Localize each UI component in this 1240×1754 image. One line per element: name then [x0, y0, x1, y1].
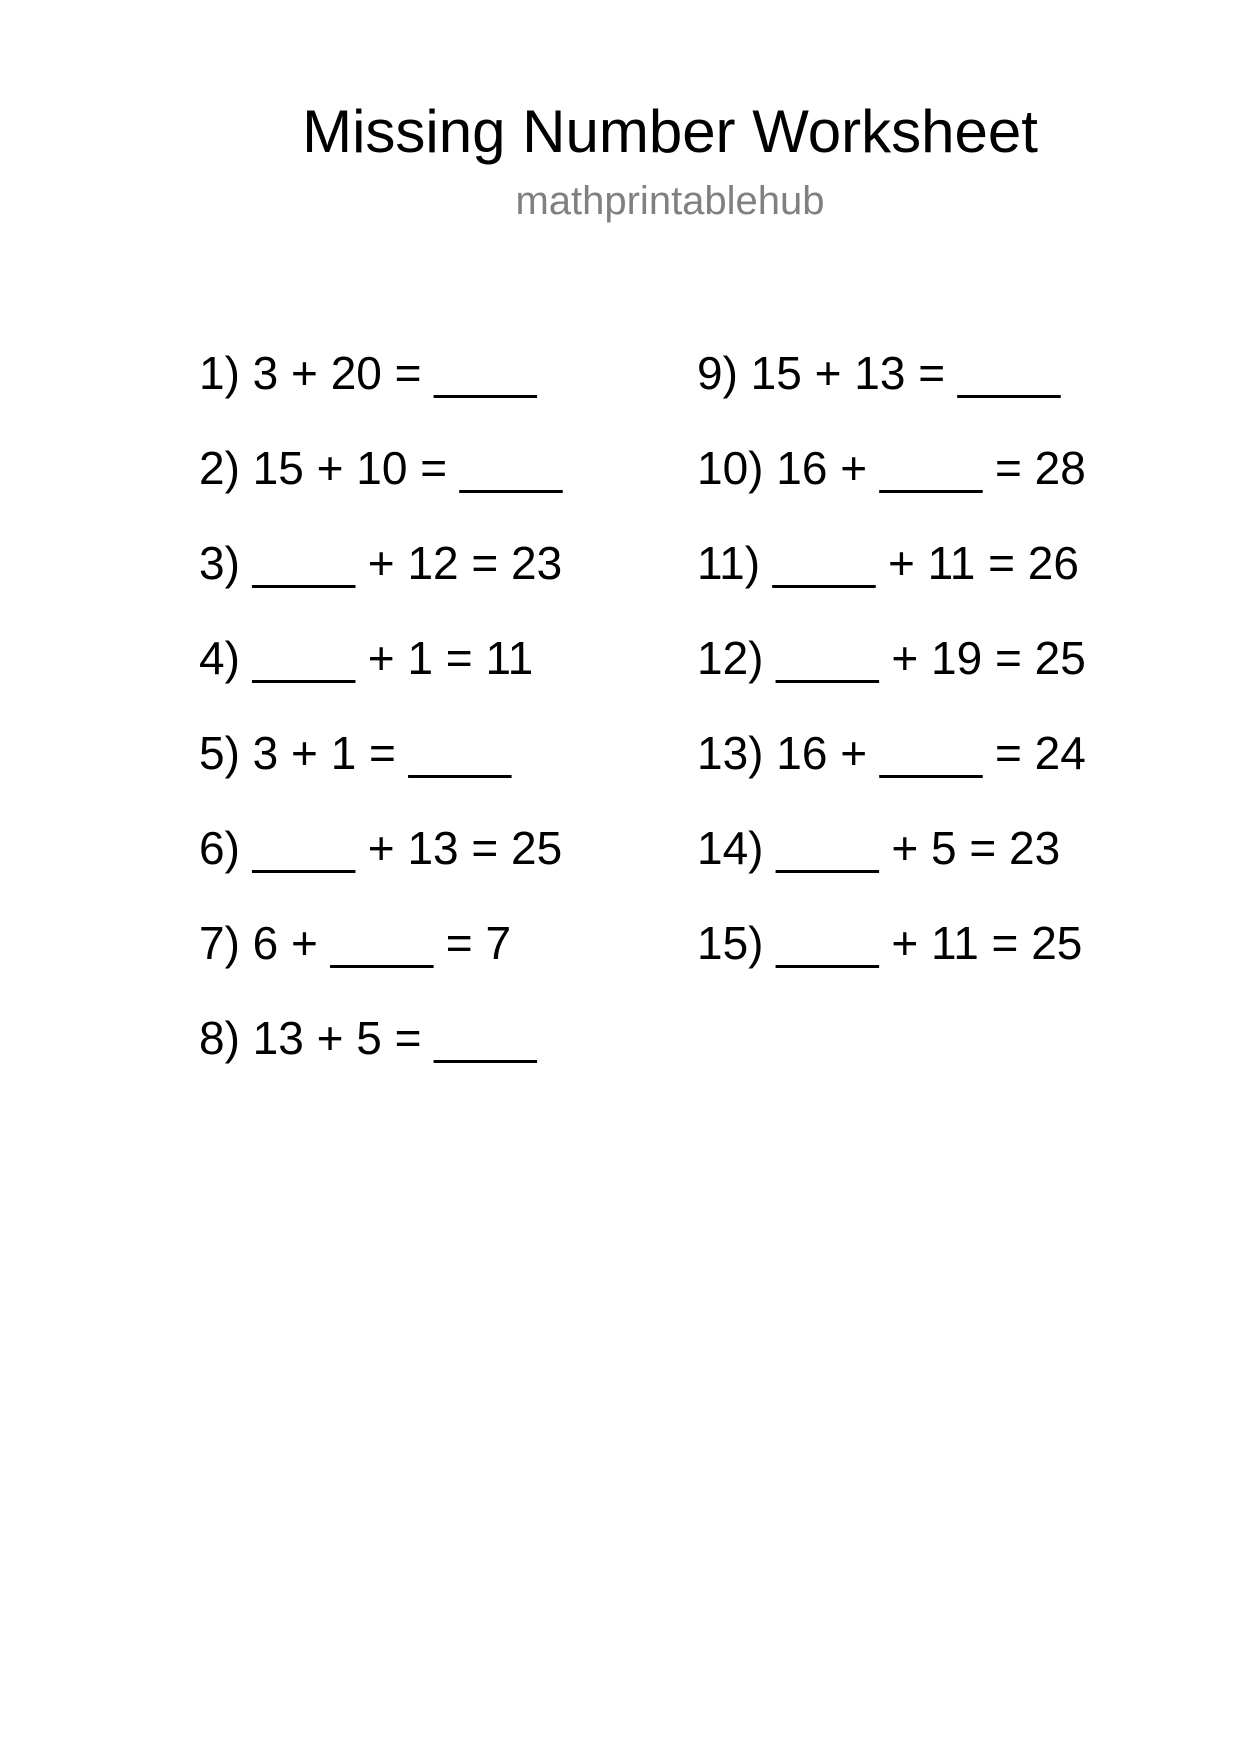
problem-13: 13) 16 + ____ = 24: [697, 727, 1086, 779]
problem-4: 4) ____ + 1 = 11: [199, 632, 534, 684]
problem-7: 7) 6 + ____ = 7: [199, 917, 512, 969]
worksheet-title: Missing Number Worksheet: [302, 98, 1038, 165]
problem-9: 9) 15 + 13 = ____: [697, 347, 1061, 399]
problem-5: 5) 3 + 1 = ____: [199, 727, 512, 779]
problem-12: 12) ____ + 19 = 25: [697, 632, 1086, 684]
problem-6: 6) ____ + 13 = 25: [199, 822, 563, 874]
problem-11: 11) ____ + 11 = 26: [697, 537, 1079, 589]
problem-1: 1) 3 + 20 = ____: [199, 347, 537, 399]
problem-8: 8) 13 + 5 = ____: [199, 1012, 537, 1064]
problem-2: 2) 15 + 10 = ____: [199, 442, 563, 494]
problem-15: 15) ____ + 11 = 25: [697, 917, 1083, 969]
problem-3: 3) ____ + 12 = 23: [199, 537, 563, 589]
problem-10: 10) 16 + ____ = 28: [697, 442, 1086, 494]
worksheet-subtitle: mathprintablehub: [515, 179, 825, 223]
problems-left-column: [199, 345, 562, 1105]
problem-14: 14) ____ + 5 = 23: [697, 822, 1061, 874]
problems-right-column: [697, 345, 1086, 1010]
